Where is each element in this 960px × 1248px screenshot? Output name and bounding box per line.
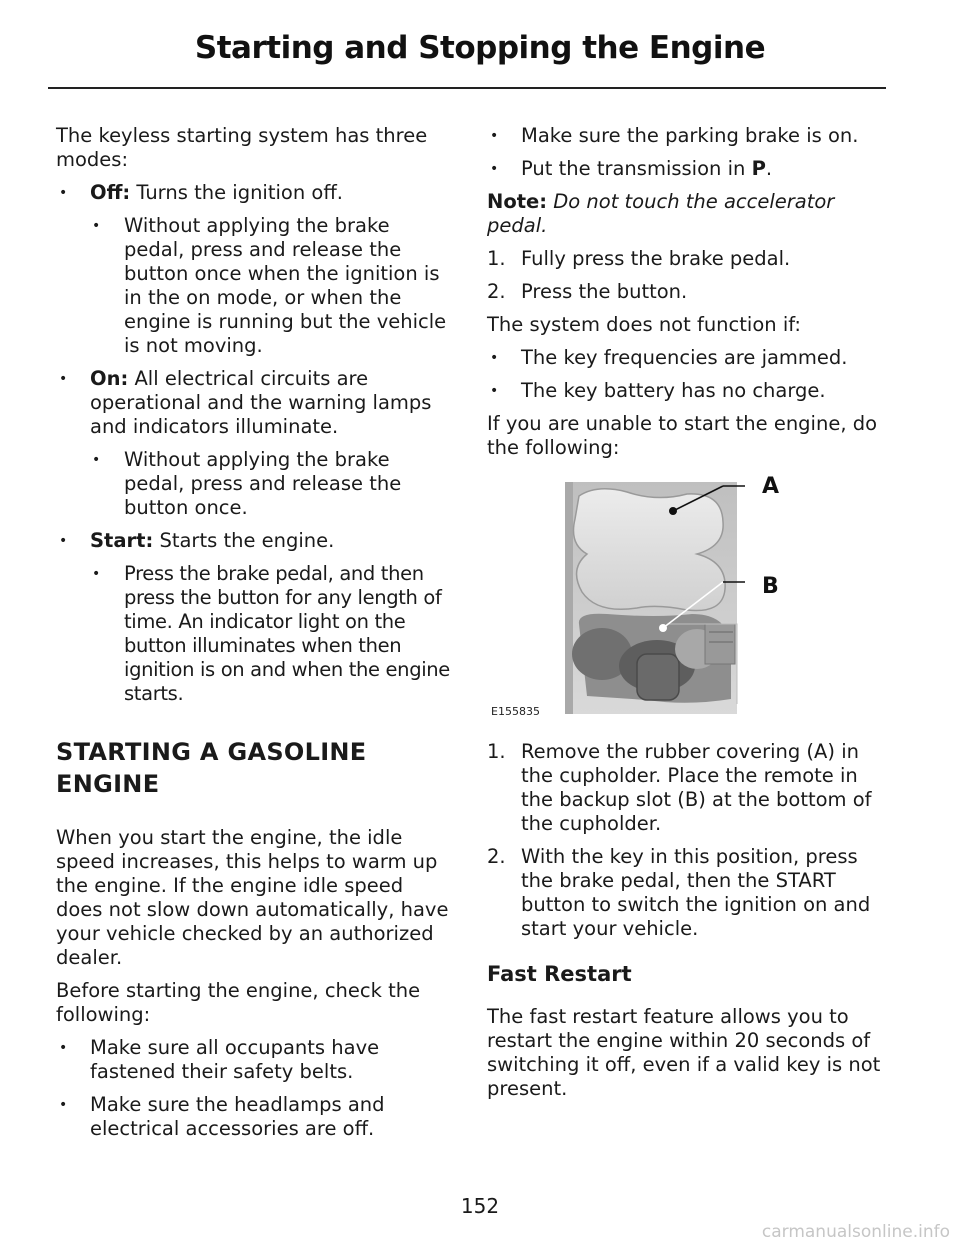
- check-item-transmission: [487, 157, 887, 181]
- procedure-number: 2.: [487, 845, 506, 868]
- procedure-item: [487, 740, 887, 836]
- mode-on-label: On:: [90, 367, 129, 390]
- watermark: carmanualsonline.info: [761, 1222, 950, 1242]
- check-intro: Before starting the engine, check the following:: [56, 979, 421, 1026]
- leader-dot-a: [669, 507, 677, 515]
- mode-off-label: Off:: [90, 181, 131, 204]
- mode-start-text: Starts the engine.: [153, 529, 335, 552]
- figure-code: E155835: [491, 705, 540, 718]
- cupholder-figure: [487, 474, 887, 724]
- unable-paragraph: If you are unable to start the engine, do the following:: [487, 412, 878, 459]
- transmission-period: .: [765, 157, 773, 180]
- check-item-headlamps: • Make sure the headlamps and electrical accessories are off.: [56, 1093, 450, 1141]
- procedure-text: Remove the rubber covering (A) in the cupholder. Place the remote in the backup slot (B) at the bottom of the cupholder.: [521, 740, 872, 835]
- cupholder-illustration: [487, 474, 887, 724]
- mode-start-subitem: • Press the brake pedal, and then press the button for any length of time. An indicator light on the button illuminates when then ignition is on and when the engine starts.: [56, 562, 450, 706]
- page-number: 152: [460, 1194, 500, 1218]
- mode-on-subitem: • Without applying the brake pedal, press and release the button once.: [56, 448, 450, 520]
- mode-start-label: Start:: [90, 529, 154, 552]
- transmission-text: Put the transmission in: [521, 157, 752, 180]
- note-label: Note:: [487, 190, 548, 213]
- mode-on-text: All electrical circuits are operational and the warning lamps and indicators illuminate.: [90, 367, 432, 438]
- procedure-text: With the key in this position, press the brake pedal, then the START button to switch the ignition on and start your vehicle.: [521, 845, 871, 940]
- step-text: Press the button.: [521, 280, 688, 303]
- fail-item-jammed: • The key frequencies are jammed.: [487, 346, 887, 370]
- note: [487, 190, 887, 238]
- section-heading: STARTING A GASOLINE ENGINE: [56, 738, 367, 798]
- step-number: 2.: [487, 280, 506, 303]
- figure-label-a: A: [762, 474, 780, 499]
- step-number: 1.: [487, 247, 506, 270]
- page-title: Starting and Stopping the Engine: [194, 30, 766, 66]
- leader-dot-b: [659, 624, 667, 632]
- intro-paragraph: The keyless starting system has three modes:: [56, 124, 428, 171]
- figure-label-b: B: [762, 574, 779, 599]
- mode-on-item: [56, 367, 450, 439]
- procedure-item: [487, 845, 887, 941]
- mode-off-text: Turns the ignition off.: [130, 181, 343, 204]
- fail-item-battery: • The key battery has no charge.: [487, 379, 887, 403]
- mode-off-item: [56, 181, 450, 205]
- header-rule: [48, 87, 886, 89]
- step-text: Fully press the brake pedal.: [521, 247, 791, 270]
- transmission-gear: P: [751, 157, 766, 180]
- step-item: [487, 280, 887, 304]
- right-column: [487, 124, 887, 1110]
- check-item-belts: • Make sure all occupants have fastened their safety belts.: [56, 1036, 450, 1084]
- note-text: Do not touch the accelerator pedal.: [487, 190, 835, 237]
- mode-start-item: [56, 529, 450, 553]
- idle-paragraph: When you start the engine, the idle speed increases, this helps to warm up the engine. If the engine idle speed does not slow down automatically, have your vehicle checked by an authorized dealer.: [56, 826, 449, 969]
- step-item: [487, 247, 887, 271]
- subsection-heading: Fast Restart: [487, 962, 632, 986]
- procedure-number: 1.: [487, 740, 506, 763]
- check-item-parking-brake: • Make sure the parking brake is on.: [487, 124, 887, 148]
- left-column: [56, 124, 450, 1150]
- fast-restart-paragraph: The fast restart feature allows you to restart the engine within 20 seconds of switching it off, even if a valid key is not present.: [487, 1005, 881, 1100]
- fail-intro: The system does not function if:: [487, 313, 801, 336]
- mode-off-subitem: • Without applying the brake pedal, press and release the button once when the ignition is in the on mode, or when the engine is running but the vehicle is not moving.: [56, 214, 450, 358]
